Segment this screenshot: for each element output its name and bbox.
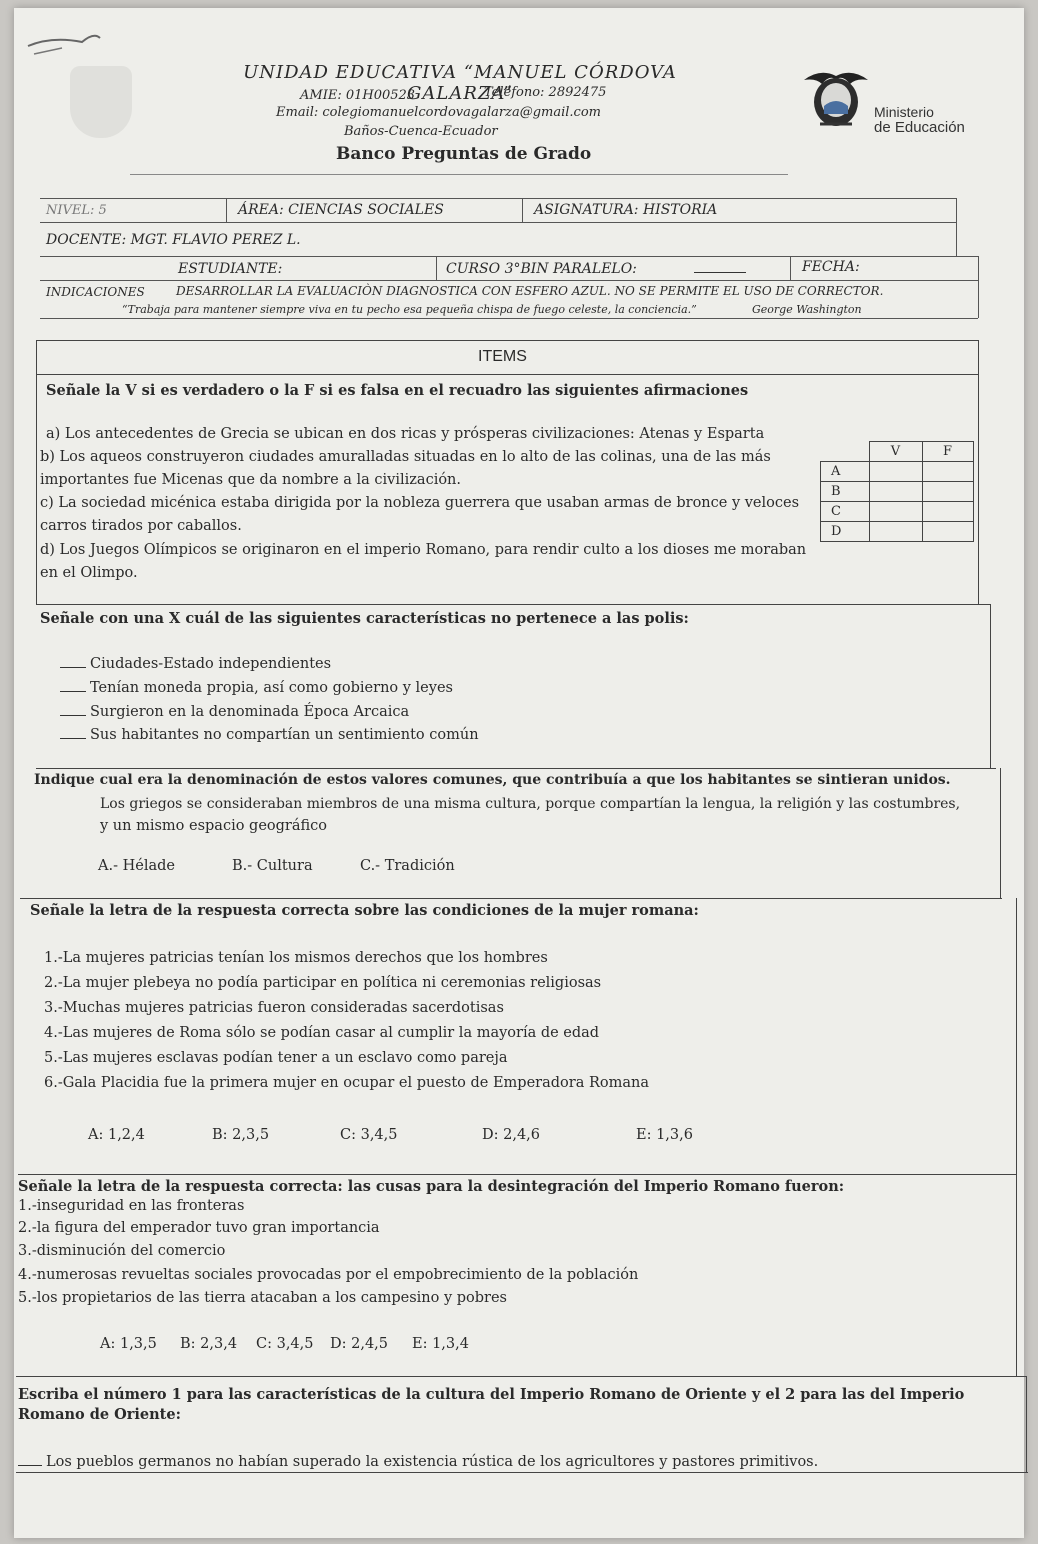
indicaciones-label: INDICACIONES [46,285,145,299]
quote-text: “Trabaja para mantener siempre viva en tu pecho esa pequeña chispa de fuego celeste, la conciencia.” [122,303,697,316]
true-false-table [820,441,974,542]
q3-instruction: Indique cual era la denominación de estos valores comunes, que contribuía a que los habitantes se sintieran unidos. [34,772,951,788]
q2-blank-4[interactable] [60,738,86,739]
q2-instruction: Señale con una X cuál de las siguientes características no pertenece a las polis: [40,610,689,627]
ministry-of-education-label [874,105,965,135]
q4-statement-6: 6.-Gala Placidia fue la primera mujer en ocupar el puesto de Emperadora Romana [44,1075,649,1091]
answer-cell-d-f[interactable] [922,522,973,542]
q5-answer-c[interactable]: C: 3,4,5 [256,1336,314,1352]
indicaciones-text: DESARROLLAR LA EVALUACIÒN DIAGNOSTICA CON ESFERO AZUL. NO SE PERMITE EL USO DE CORRECTOR. [176,284,884,298]
q6-instruction-line1: Escriba el número 1 para las características de la cultura del Imperio Romano de Oriente y el 2 para las del Imperio [18,1386,965,1403]
table-row-label-a: A [821,462,870,482]
q3-text-line2: y un mismo espacio geográfico [100,818,328,834]
q4-statement-3: 3.-Muchas mujeres patricias fueron consideradas sacerdotisas [44,1000,504,1016]
q1-statement-a: a) Los antecedentes de Grecia se ubican en dos ricas y prósperas civilizaciones: Atenas y Esparta [46,426,765,442]
q1-statement-b-line1: b) Los aqueos construyeron ciudades amuralladas situadas en lo alto de las colinas, una de las más [40,449,771,465]
school-crest-logo [70,66,132,138]
nivel-label: NIVEL: 5 [46,203,107,218]
q4-instruction: Señale la letra de la respuesta correcta sobre las condiciones de la mujer romana: [30,902,699,919]
q5-statement-3: 3.-disminución del comercio [18,1243,226,1259]
answer-cell-b-f[interactable] [922,482,973,502]
q6-item-1-text: Los pueblos germanos no habían superado la existencia rústica de los agricultores y pastores primitivos. [46,1454,819,1470]
q4-answer-c[interactable]: C: 3,4,5 [340,1127,398,1143]
q4-answer-d[interactable]: D: 2,4,6 [482,1127,541,1143]
q2-option-4 [60,727,479,743]
q4-statement-4: 4.-Las mujeres de Roma sólo se podían casar al cumplir la mayoría de edad [44,1025,600,1041]
q4-answer-a[interactable]: A: 1,2,4 [88,1127,145,1143]
q2-option-1 [60,656,331,672]
table-row-label-b: B [821,482,870,502]
q2-option-4-text: Sus habitantes no compartían un sentimiento común [90,727,479,743]
answer-cell-a-f[interactable] [922,462,973,482]
answer-cell-d-v[interactable] [869,522,922,542]
q4-answer-b[interactable]: B: 2,3,5 [212,1127,270,1143]
school-name: UNIDAD EDUCATIVA “MANUEL CÓRDOVA GALARZA” [243,62,677,104]
answer-cell-b-v[interactable] [869,482,922,502]
q5-answer-a[interactable]: A: 1,3,5 [100,1336,157,1352]
q1-statement-b-line2: importantes fue Micenas que da nombre a la civilización. [40,472,462,488]
phone-number: Teléfono: 2892475 [484,85,607,100]
paralelo-blank[interactable] [694,272,746,273]
document-title: Banco Preguntas de Grado [336,144,592,164]
table-row-label-c: C [821,502,870,522]
q2-option-2 [60,680,453,696]
pen-mark [22,28,102,58]
ministry-coat-of-arms-icon [800,66,872,132]
quote-author: George Washington [752,303,862,316]
q5-statement-4: 4.-numerosas revueltas sociales provocadas por el empobrecimiento de la población [18,1267,639,1283]
q5-instruction: Señale la letra de la respuesta correcta: las cusas para la desintegración del Imperio Romano fueron: [18,1178,845,1195]
q2-option-2-text: Tenían moneda propia, así como gobierno y leyes [90,680,453,696]
header-divider [130,174,788,175]
q1-statement-d-line2: en el Olimpo. [40,565,138,581]
ministry-line-2: de Educación [874,119,965,136]
q3-option-a[interactable]: A.- Hélade [98,858,175,874]
q3-option-b[interactable]: B.- Cultura [232,858,313,874]
q3-option-c[interactable]: C.- Tradición [360,858,455,874]
email-address: Email: colegiomanuelcordovagalarza@gmail.com [276,105,601,120]
q5-statement-5: 5.-los propietarios de las tierra atacaban a los campesino y pobres [18,1290,507,1306]
asignatura-label: ASIGNATURA: HISTORIA [534,202,718,218]
curso-label: CURSO 3°BIN PARALELO: [446,261,637,277]
q4-statement-5: 5.-Las mujeres esclavas podían tener a un esclavo como pareja [44,1050,508,1066]
q5-answer-b[interactable]: B: 2,3,4 [180,1336,238,1352]
q4-statement-2: 2.-La mujer plebeya no podía participar en política ni ceremonias religiosas [44,975,602,991]
q1-statement-c-line1: c) La sociedad micénica estaba dirigida por la nobleza guerrera que usaban armas de bronce y veloces [40,495,800,511]
answer-cell-c-f[interactable] [922,502,973,522]
table-header-v: V [869,442,922,462]
q5-answer-d[interactable]: D: 2,4,5 [330,1336,389,1352]
answer-cell-c-v[interactable] [869,502,922,522]
estudiante-label: ESTUDIANTE: [178,261,283,277]
school-location: Baños-Cuenca-Ecuador [344,124,498,139]
q1-statement-d-line1: d) Los Juegos Olímpicos se originaron en el imperio Romano, para rendir culto a los dioses me moraban [40,542,807,558]
items-title: ITEMS [478,348,527,365]
q6-item-1 [18,1454,818,1470]
q6-blank-1[interactable] [18,1465,42,1466]
q6-instruction-line2: Romano de Oriente: [18,1406,181,1423]
q1-instruction: Señale la V si es verdadero o la F si es falsa en el recuadro las siguientes afirmaciones [46,382,749,399]
answer-cell-a-v[interactable] [869,462,922,482]
q1-statement-c-line2: carros tirados por caballos. [40,518,242,534]
q4-statement-1: 1.-La mujeres patricias tenían los mismos derechos que los hombres [44,950,548,966]
q2-option-1-text: Ciudades-Estado independientes [90,656,332,672]
q5-statement-2: 2.-la figura del emperador tuvo gran importancia [18,1220,380,1236]
fecha-label: FECHA: [802,259,860,275]
docente-label: DOCENTE: MGT. FLAVIO PEREZ L. [46,232,301,248]
table-header-f: F [922,442,973,462]
q2-blank-1[interactable] [60,667,86,668]
q2-option-3 [60,704,409,720]
q5-answer-e[interactable]: E: 1,3,4 [412,1336,469,1352]
q4-answer-e[interactable]: E: 1,3,6 [636,1127,693,1143]
q3-text-line1: Los griegos se consideraban miembros de una misma cultura, porque compartían la lengua, la religión y las costumbres, [100,796,961,812]
amie-code: AMIE: 01H00523 [300,88,416,103]
q2-blank-3[interactable] [60,715,86,716]
q2-blank-2[interactable] [60,691,86,692]
q2-option-3-text: Surgieron en la denominada Época Arcaica [90,704,410,720]
ministry-line-1: Ministerio [874,104,934,120]
q5-statement-1: 1.-inseguridad en las fronteras [18,1198,245,1214]
table-row-label-d: D [821,522,870,542]
area-label: ÁREA: CIENCIAS SOCIALES [238,202,444,218]
